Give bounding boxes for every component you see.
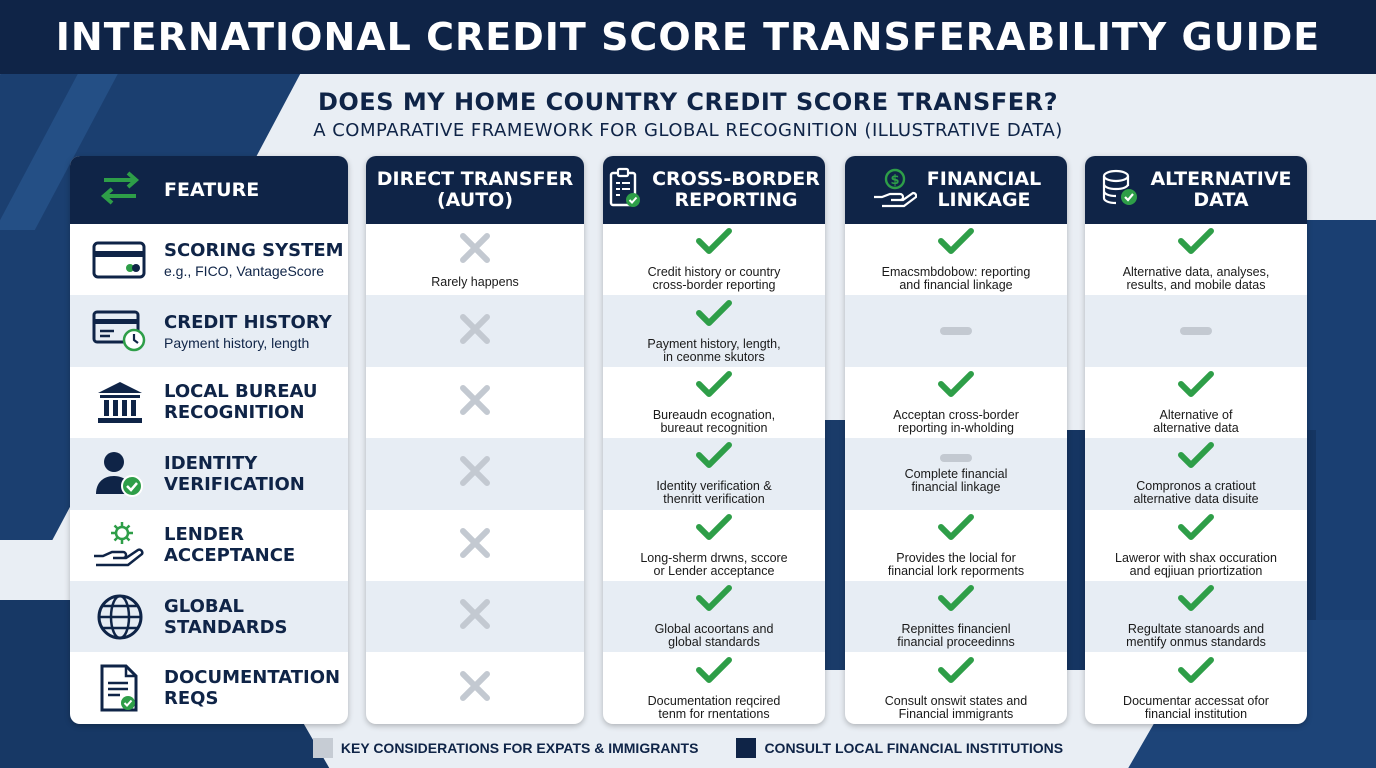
cross-border-cell — [603, 438, 825, 509]
cell-text: Long-sherm drwns, sccore or Lender acceptance — [640, 550, 788, 578]
legend — [0, 738, 1376, 758]
check-icon — [696, 584, 732, 617]
check-icon — [938, 584, 974, 617]
cell-text: Rarely happens — [431, 274, 519, 289]
cell-text: Alternative of alternative data — [1153, 407, 1239, 435]
cell-text: Compronos a cratiout alternative data disuite — [1133, 479, 1259, 507]
check-icon — [938, 227, 974, 260]
check-icon — [1178, 370, 1214, 403]
subtitle-block — [0, 88, 1376, 141]
alternative-data-cell — [1085, 652, 1307, 723]
framework-subheading: A COMPARATIVE FRAMEWORK FOR GLOBAL RECOGNITION (ILLUSTRATIVE DATA) — [313, 120, 1063, 141]
alternative-data-cell — [1085, 295, 1307, 366]
direct-transfer-header — [366, 156, 584, 224]
alternative-data-cell — [1085, 224, 1307, 295]
card-clock-icon — [92, 309, 148, 353]
feature-column — [70, 156, 348, 724]
check-icon — [696, 370, 732, 403]
clipboard-check-icon — [608, 167, 642, 214]
cell-text: Consult onswit states and Financial immigrants — [884, 693, 1028, 721]
direct-transfer-cell — [366, 367, 584, 438]
alternative-data-cell — [1085, 438, 1307, 509]
direct-transfer-cell — [366, 295, 584, 366]
cell-text: Acceptan cross-border reporting in-wholding — [893, 407, 1019, 435]
question-heading: DOES MY HOME COUNTRY CREDIT SCORE TRANSFER? — [317, 88, 1059, 116]
financial-linkage-cell — [845, 652, 1067, 723]
feature-name: LENDER ACCEPTANCE — [164, 524, 296, 567]
alternative-data-cell — [1085, 581, 1307, 652]
x-icon — [458, 383, 492, 422]
feature-column-header — [70, 156, 348, 224]
x-icon — [458, 312, 492, 351]
x-icon — [458, 454, 492, 493]
cell-text: Bureaudn ecognation, bureaut recognition — [652, 407, 776, 435]
title-bar — [0, 0, 1376, 74]
cross-border-cell — [603, 652, 825, 723]
financial-linkage-label: FINANCIAL LINKAGE — [926, 168, 1042, 211]
direct-transfer-label: DIRECT TRANSFER (AUTO) — [376, 168, 574, 211]
credit-card-icon — [92, 238, 148, 282]
gear-hand-icon — [92, 523, 148, 567]
financial-linkage-cell — [845, 510, 1067, 581]
feature-row — [70, 295, 348, 366]
cell-text: Documentation reqcired tenm for rnentations — [647, 693, 781, 721]
dash-icon — [1180, 327, 1212, 335]
legend-label: CONSULT LOCAL FINANCIAL INSTITUTIONS — [764, 740, 1064, 756]
financial-linkage-cell — [845, 295, 1067, 366]
legend-item-key-considerations — [313, 738, 699, 758]
legend-swatch-gray — [313, 738, 333, 758]
alternative-data-cell — [1085, 510, 1307, 581]
cell-text: Global acoortans and global standards — [654, 622, 774, 650]
direct-transfer-cell — [366, 510, 584, 581]
check-icon — [1178, 656, 1214, 689]
check-icon — [696, 513, 732, 546]
cell-text: Identity verification & thenritt verification — [656, 479, 772, 507]
cell-text: Payment history, length, in ceonme skutors — [647, 336, 781, 364]
financial-linkage-column — [845, 156, 1067, 724]
database-check-icon — [1100, 168, 1140, 213]
cell-text: Laweror with shax occuration and eqjiuan priortization — [1115, 550, 1277, 578]
check-icon — [938, 656, 974, 689]
dash-icon — [940, 327, 972, 335]
user-check-icon — [92, 452, 148, 496]
money-hand-icon — [871, 167, 917, 214]
financial-linkage-cell — [845, 367, 1067, 438]
financial-linkage-cell — [845, 438, 1067, 509]
dash-icon — [940, 454, 972, 462]
cell-text: Emacsmbdobow: reporting and financial linkage — [881, 265, 1031, 293]
financial-linkage-cell — [845, 224, 1067, 295]
cross-border-cell — [603, 295, 825, 366]
feature-subtitle: e.g., FICO, VantageScore — [164, 263, 325, 280]
x-icon — [458, 526, 492, 565]
cell-text: Documentar accessat ofor financial institution — [1123, 693, 1269, 721]
cell-text: Credit history or country cross-border reporting — [647, 265, 781, 293]
feature-row — [70, 581, 348, 652]
check-icon — [696, 299, 732, 332]
feature-name: GLOBAL STANDARDS — [164, 595, 288, 638]
alternative-data-cell — [1085, 367, 1307, 438]
cross-border-cell — [603, 224, 825, 295]
feature-name: CREDIT HISTORY — [164, 311, 332, 333]
direct-transfer-column — [366, 156, 584, 724]
alternative-data-label: ALTERNATIVE DATA — [1150, 168, 1292, 211]
check-icon — [1178, 584, 1214, 617]
check-icon — [1178, 227, 1214, 260]
check-icon — [696, 441, 732, 474]
direct-transfer-cell — [366, 438, 584, 509]
feature-row — [70, 438, 348, 509]
cross-border-column — [603, 156, 825, 724]
check-icon — [1178, 441, 1214, 474]
feature-row — [70, 652, 348, 723]
feature-row — [70, 367, 348, 438]
legend-swatch-navy — [736, 738, 756, 758]
direct-transfer-cell — [366, 581, 584, 652]
check-icon — [696, 656, 732, 689]
swap-arrows-icon — [98, 170, 142, 211]
financial-linkage-header — [845, 156, 1067, 224]
bank-building-icon — [92, 380, 148, 424]
x-icon — [458, 669, 492, 708]
direct-transfer-cell — [366, 652, 584, 723]
feature-row — [70, 224, 348, 295]
legend-item-consult — [736, 738, 1063, 758]
cell-text: Regultate stanoards and mentify onmus standards — [1126, 622, 1266, 650]
document-check-icon — [92, 666, 148, 710]
alternative-data-header — [1085, 156, 1307, 224]
cell-text: Alternative data, analyses, results, and mobile datas — [1122, 265, 1270, 293]
cross-border-cell — [603, 510, 825, 581]
feature-row — [70, 510, 348, 581]
direct-transfer-cell — [366, 224, 584, 295]
feature-name: SCORING SYSTEM — [164, 240, 344, 262]
feature-column-label: FEATURE — [164, 178, 260, 201]
x-icon — [458, 597, 492, 636]
feature-name: DOCUMENTATION REQS — [164, 667, 341, 710]
cross-border-cell — [603, 581, 825, 652]
cell-text: Complete financial financial linkage — [904, 466, 1008, 494]
check-icon — [938, 513, 974, 546]
legend-label: KEY CONSIDERATIONS FOR EXPATS & IMMIGRANTS — [340, 740, 699, 756]
svg-text:$: $ — [890, 172, 900, 188]
check-icon — [1178, 513, 1214, 546]
page-title: INTERNATIONAL CREDIT SCORE TRANSFERABILITY GUIDE — [55, 15, 1321, 59]
x-icon — [458, 231, 492, 270]
cell-text: Provides the locial for financial lork reporments — [887, 550, 1025, 578]
cross-border-cell — [603, 367, 825, 438]
check-icon — [696, 227, 732, 260]
feature-name: LOCAL BUREAU RECOGNITION — [164, 381, 318, 424]
feature-subtitle: Payment history, length — [164, 334, 310, 351]
check-icon — [938, 370, 974, 403]
globe-icon — [92, 595, 148, 639]
cross-border-header — [603, 156, 825, 224]
cell-text: Repnittes financienl financial proceedinns — [897, 622, 1015, 650]
cross-border-label: CROSS-BORDER REPORTING — [652, 168, 820, 211]
financial-linkage-cell — [845, 581, 1067, 652]
alternative-data-column — [1085, 156, 1307, 724]
feature-name: IDENTITY VERIFICATION — [164, 452, 305, 495]
